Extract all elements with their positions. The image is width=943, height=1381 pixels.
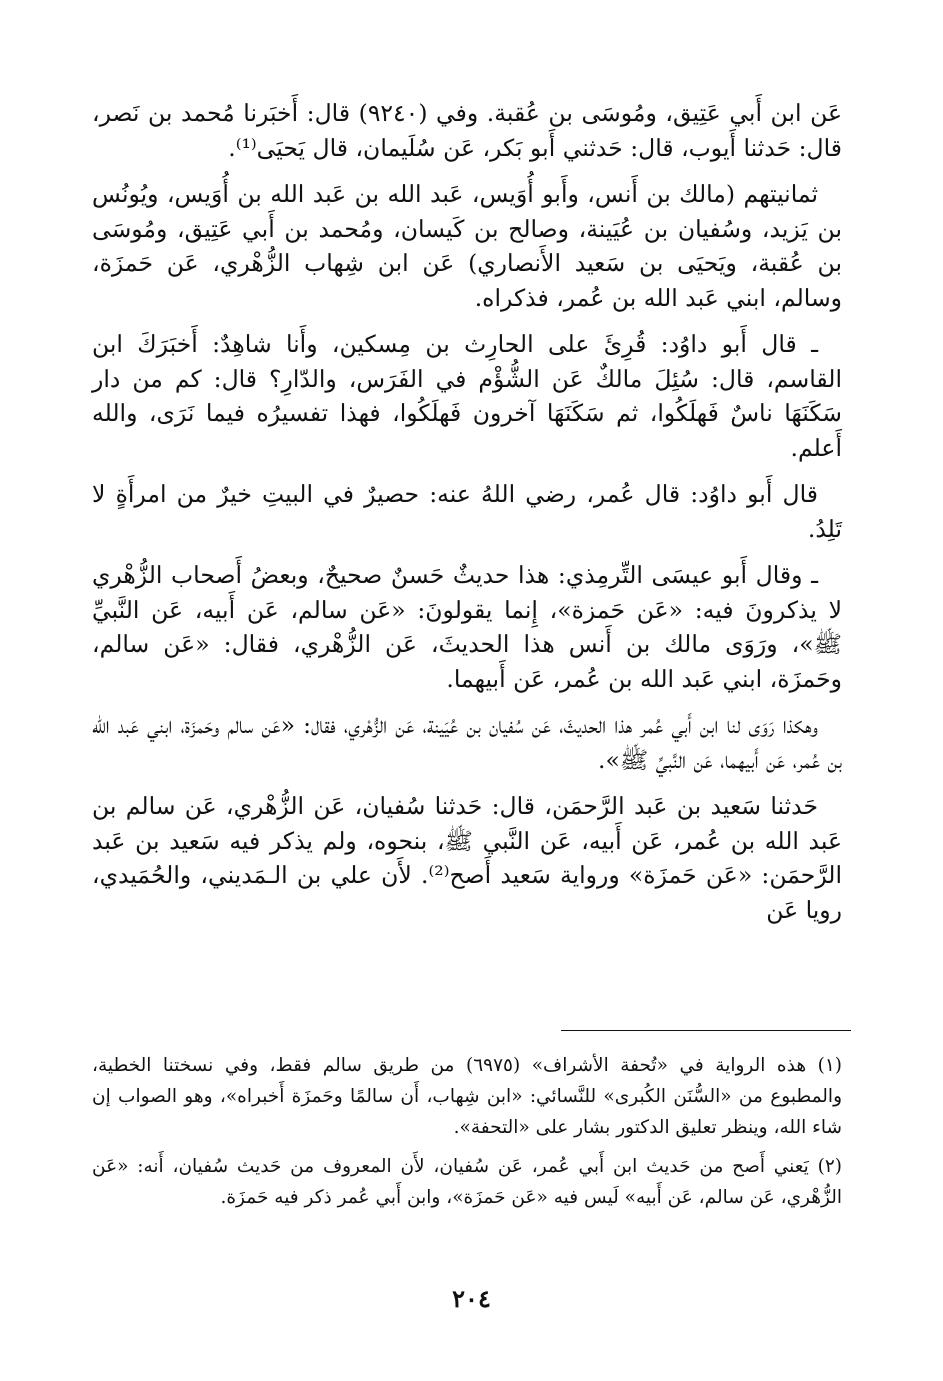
- paragraph-6: وهكذا رَوَى لنا ابن أَبي عُمر هذا الحديثَ، عَن سُفيان بن عُيَينة، عَن الزُّهْري، فقال: «عَن سالم وحَمزَة، ابني عَبد الله بن عُمر، عَن أَبيهما، عَن النَّبيِّ ﷺ».: [92, 711, 842, 774]
- paragraph-3: ـ قال أَبو داوُد: قُرِئَ على الحارِث بن مِسكين، وأَنا شاهِدٌ: أَخبَرَكَ ابن القاسم، قال: سُئِلَ مالكٌ عَن الشُّؤْم في الفَرَس، والدّارِ؟ قال: كم من دار سَكَنَهَا ناسٌ فَهلَكُوا، ثم سَكَنَهَا آخرون فَهلَكُوا، فهذا تفسيرُه فيما نَرَى، والله أَعلم.: [92, 330, 842, 462]
- footnote-2: (٢) يَعني أَصح من حَديث ابن أَبي عُمر، عَن سُفيان، لأَن المعروف من حَديث سُفيان، أَنه: «عَن الزُّهْري، عَن سالم، عَن أَبيه» لَيس فيه «عَن حَمزَة»، وابن أَبي عُمر ذكر فيه حَمزَة.: [92, 1156, 842, 1208]
- paragraph-7: حَدثنا سَعيد بن عَبد الرَّحمَن، قال: حَدثنا سُفيان، عَن الزُّهْري، عَن سالم بن عَبد الله بن عُمر، عَن أَبيه، عَن النَّبي ﷺ، بنحوه، ولم يذكر فيه سَعيد بن عَبد الرَّحمَن: «عَن حَمزَة» ورواية سَعيد أَصح⁽²⁾. لأَن علي بن الـمَديني، والحُمَيدي، رويا عَن: [92, 792, 842, 924]
- footnote-1: (١) هذه الرواية في «تُحفة الأشراف» (٦٩٧٥) من طريق سالم فقط، وفي نسختنا الخطية، والمطبوع من «السُّنَن الكُبرى» للنَّسائي: «ابن شِهاب، أَن سالمًا وحَمزَة أَخبراه»، وهو الصواب إن شاء الله، وينظر تعليق الدكتور بشار على «التحفة».: [92, 1055, 842, 1138]
- paragraph-1: عَن ابن أَبي عَتِيق، ومُوسَى بن عُقبة. وفي (٩٢٤٠) قال: أَخبَرنا مُحمد بن نَصر، قال: حَدثنا أَيوب، قال: حَدثني أَبو بَكر، عَن سُلَيمان، قال يَحيَى⁽¹⁾.: [92, 99, 842, 162]
- footnotes: [92, 1050, 842, 1221]
- main-text: [92, 96, 842, 927]
- footnote-separator: [561, 1030, 851, 1031]
- page-body: [92, 96, 842, 939]
- page-number: ٢٠٤: [452, 1284, 491, 1313]
- paragraph-4: قال أَبو داوُد: قال عُمر، رضي اللهُ عنه: حصيرٌ في البيتِ خيرٌ من امرأَةٍ لا تَلِدُ.: [92, 480, 842, 543]
- paragraph-2: ثمانيتهم (مالك بن أَنس، وأَبو أُوَيس، عَبد الله بن عَبد الله بن أُوَيس، ويُونُس بن يَزيد، وسُفيان بن عُيَينة، وصالح بن كَيسان، ومُحمد بن أَبي عَتِيق، ومُوسَى بن عُقبة، ويَحيَى بن سَعيد الأَنصاري) عَن ابن شِهاب الزُّهْري، عَن حَمزَة، وسالم، ابني عَبد الله بن عُمر، فذكراه.: [92, 180, 842, 312]
- paragraph-5: ـ وقال أَبو عيسَى التِّرمِذي: هذا حديثٌ حَسنٌ صحيحٌ، وبعضُ أَصحاب الزُّهْري لا يذكرونَ فيه: «عَن حَمزة»، إِنما يقولونَ: «عَن سالم، عَن أَبيه، عَن النَّبيِّ ﷺ»، ورَوَى مالك بن أَنس هذا الحديثَ، عَن الزُّهْري، فقال: «عَن سالم، وحَمزَة، ابني عَبد الله بن عُمر، عَن أَبيهما.: [92, 561, 842, 693]
